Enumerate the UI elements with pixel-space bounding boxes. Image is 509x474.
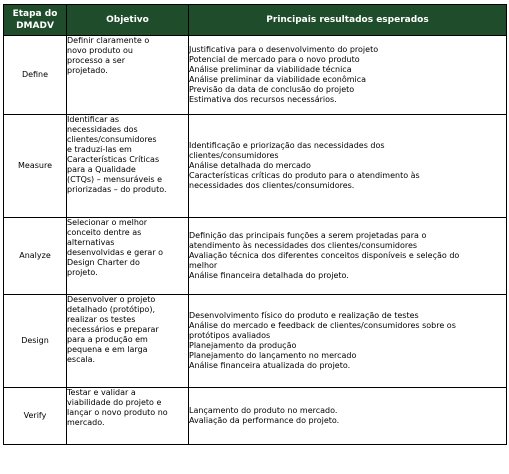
objective-line: desenvolvidas e gerar o [67,248,164,257]
result-line: Análise financeira detalhada do projeto. [189,271,349,280]
objective-line: para a produção em [67,335,148,344]
objective-cell [67,218,189,295]
objective-line: priorizadas – do produto. [67,185,167,194]
objective-line: necessidades dos [67,125,138,134]
objective-line: projeto. [67,268,98,277]
results-cell [189,115,507,218]
objective-line: clientes/consumidores [67,135,157,144]
result-line: Desenvolvimento físico do produto e realização de testes [189,311,419,320]
result-line: Análise do mercado e feedback de clientes/consumidores sobre os [189,321,456,330]
objective-line: pequena e em larga [67,345,148,354]
header-results: Principais resultados esperados [189,5,507,36]
header-stage: Etapa do DMADV [4,5,67,36]
results-cell [189,388,507,445]
objective-line: escala. [67,355,96,364]
objective-line: novo produto ou [67,46,133,55]
objective-line: (CTQs) – mensuráveis e [67,175,162,184]
objective-line: detalhado (protótipo), [67,305,155,314]
result-line: Avaliação da performance do projeto. [189,416,340,425]
objective-cell [67,295,189,388]
result-line: Potencial de mercado para o novo produto [189,55,360,64]
objective-line: Desenvolver o projeto [67,295,156,304]
result-line: Análise preliminar da viabilidade técnica [189,65,352,74]
objective-line: necessários e preparar [67,325,159,334]
result-line: protótipos avaliados [189,331,271,340]
header-objective: Objetivo [67,5,189,36]
result-line: Análise financeira atualizada do projeto. [189,361,351,370]
objective-line: lançar o novo produto no [67,408,168,417]
results-cell [189,36,507,115]
stage-cell: Verify [4,388,67,445]
stage-cell: Measure [4,115,67,218]
objective-line: Selecionar o melhor [67,218,148,227]
objective-line: projetado. [67,66,108,75]
result-line: Definição das principais funções a serem projetadas para o [189,231,427,240]
result-line: atendimento às necessidades dos clientes/consumidores [189,241,418,250]
table-row [4,218,507,295]
result-line: Estimativa dos recursos necessários. [189,95,337,104]
objective-line: processo a ser [67,56,126,65]
table-row [4,388,507,445]
result-line: Identificação e priorização das necessidades dos [189,141,385,150]
objective-line: realizar os testes [67,315,136,324]
stage-cell: Design [4,295,67,388]
result-line: Planejamento da produção [189,341,297,350]
result-line: Análise preliminar da viabilidade econômica [189,75,367,84]
result-line: clientes/consumidores [189,151,279,160]
objective-line: para a Qualidade [67,165,136,174]
table-row [4,36,507,115]
result-line: Análise detalhada do mercado [189,161,311,170]
objective-line: Testar e validar a [67,388,136,397]
result-line: necessidades dos clientes/consumidores. [189,181,355,190]
table-row [4,115,507,218]
result-line: Planejamento do lançamento no mercado [189,351,357,360]
results-cell [189,295,507,388]
objective-line: alternativas [67,238,115,247]
result-line: Previsão da data de conclusão do projeto [189,85,355,94]
table-row [4,295,507,388]
objective-line: Identificar as [67,115,120,124]
objective-line: Definir claramente o [67,36,150,45]
objective-line: mercado. [67,418,105,427]
result-line: Lançamento do produto no mercado. [189,406,338,415]
result-line: Avaliação técnica dos diferentes conceitos disponíveis e seleção do [189,251,460,260]
stage-cell: Define [4,36,67,115]
objective-line: e traduzi-las em [67,145,132,154]
dmadv-table [3,4,507,445]
objective-cell [67,36,189,115]
objective-line: Design Charter do [67,258,140,267]
objective-cell [67,115,189,218]
objective-line: conceito dentre as [67,228,142,237]
result-line: melhor [189,261,218,270]
result-line: Justificativa para o desenvolvimento do projeto [189,45,379,54]
result-line: Características críticas do produto para o atendimento às [189,171,420,180]
objective-line: Características Críticas [67,155,160,164]
objective-cell [67,388,189,445]
results-cell [189,218,507,295]
stage-cell: Analyze [4,218,67,295]
objective-line: viabilidade do projeto e [67,398,162,407]
table-header [4,5,507,36]
